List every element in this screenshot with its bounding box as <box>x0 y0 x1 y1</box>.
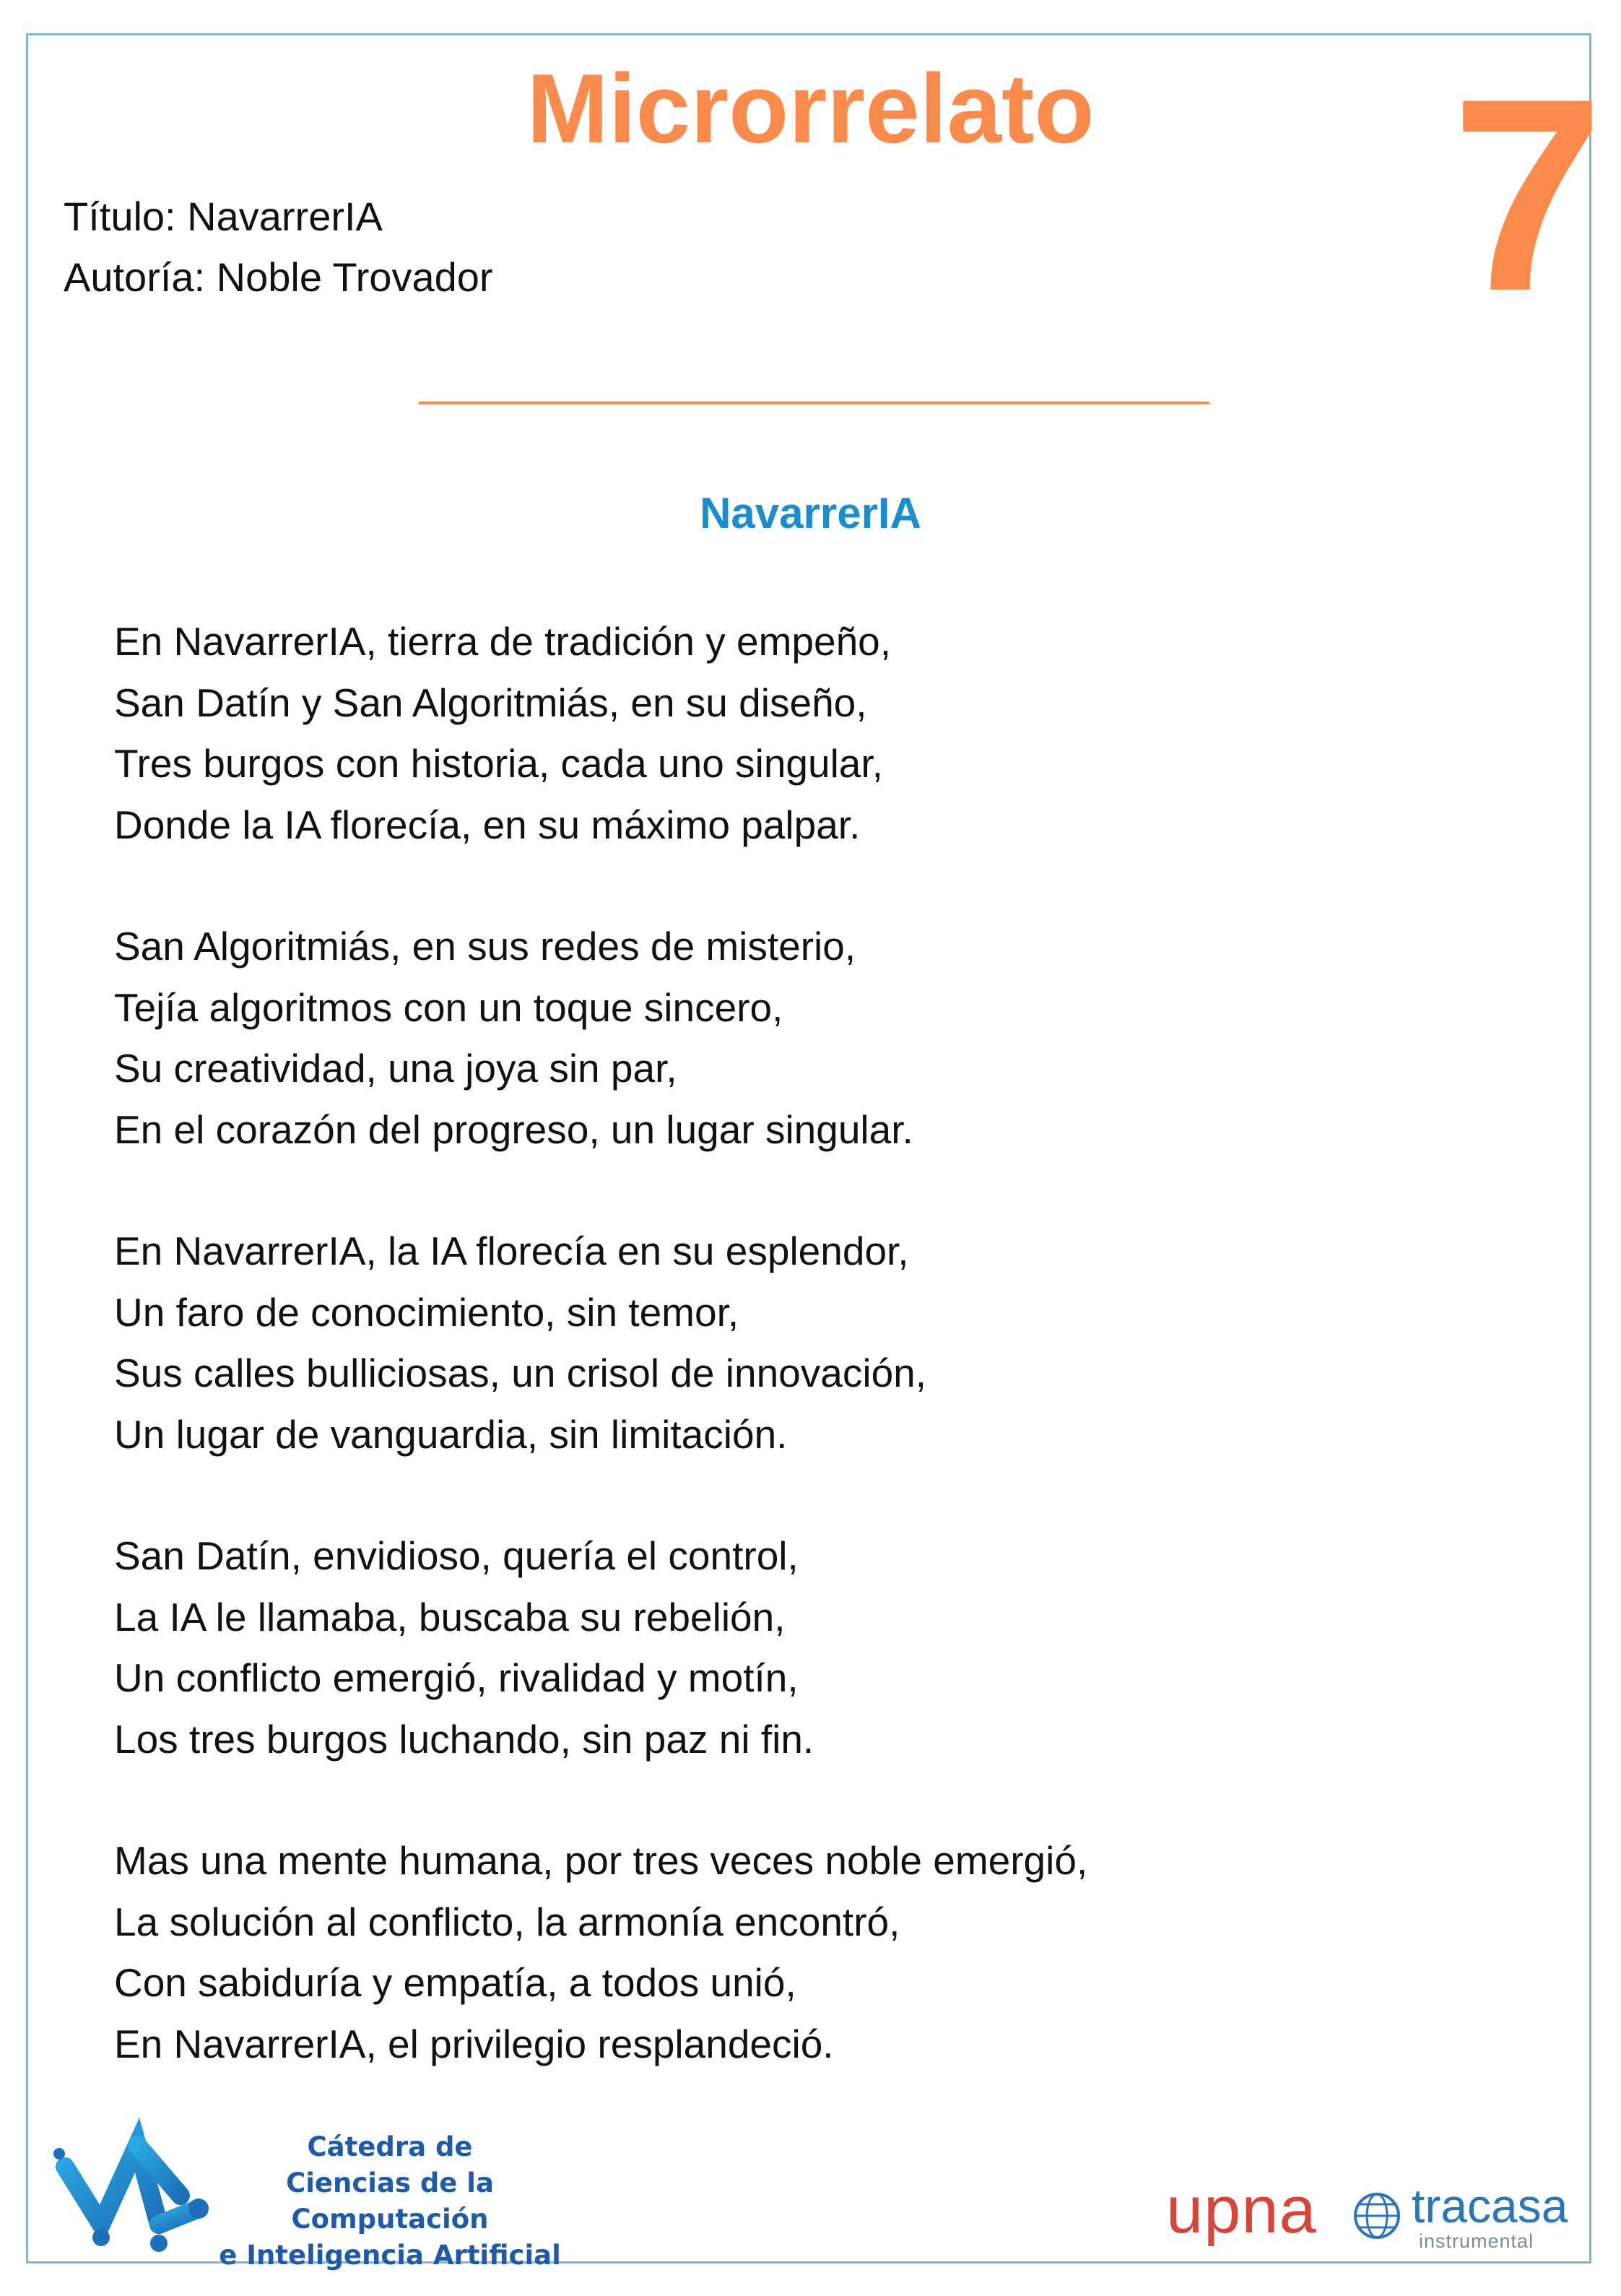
tracasa-logo: tracasa <box>1412 2179 1568 2232</box>
poem-line: En NavarrerIA, el privilegio resplandeció. <box>114 2021 834 2066</box>
story-title-line: Título: NavarrerIA <box>64 194 383 239</box>
poem-line: Sus calles bulliciosas, un crisol de innovación, <box>114 1351 927 1395</box>
story-author-line: Autoría: Noble Trovador <box>64 254 493 300</box>
upna-logo: upna <box>1166 2173 1317 2247</box>
poem-line: Un faro de conocimiento, sin temor, <box>114 1289 739 1335</box>
stanza <box>114 611 1087 855</box>
poem-line: San Datín, envidioso, quería el control, <box>114 1533 799 1578</box>
poem-line: La IA le llamaba, buscaba su rebelión, <box>114 1594 786 1639</box>
poem-line: En el corazón del progreso, un lugar singular. <box>114 1106 913 1152</box>
catedra-line: Cátedra de <box>307 2131 473 2162</box>
stanza <box>114 1830 1087 2074</box>
stanza <box>114 1525 1087 1769</box>
catedra-name <box>217 2129 563 2274</box>
poem-body <box>114 611 1087 2135</box>
tracasa-globe-icon <box>1352 2188 1402 2243</box>
poem-line: La solución al conflicto, la armonía encontró, <box>114 1899 900 1944</box>
catedra-line: Ciencias de la Computación <box>286 2167 494 2235</box>
poem-line: En NavarrerIA, tierra de tradición y empeño, <box>114 619 892 664</box>
poem-line: Tres burgos con historia, cada uno singular, <box>114 741 883 786</box>
divider <box>419 402 1209 404</box>
poem-line: Los tres burgos luchando, sin paz ni fin. <box>114 1716 814 1762</box>
poem-line: Mas una mente humana, por tres veces noble emergió, <box>114 1838 1088 1883</box>
poem-line: Con sabiduría y empatía, a todos unió, <box>114 1960 796 2005</box>
poem-line: San Datín y San Algoritmiás, en su diseño, <box>114 680 867 725</box>
story-number: 7 <box>1451 41 1604 348</box>
poem-line: En NavarrerIA, la IA florecía en su esplendor, <box>114 1229 909 1273</box>
poem-line: Donde la IA florecía, en su máximo palpar. <box>114 802 861 847</box>
tracasa-subtitle: instrumental <box>1419 2230 1534 2252</box>
stanza <box>114 916 1087 1160</box>
poem-line: Un lugar de vanguardia, sin limitación. <box>114 1411 788 1457</box>
stanza <box>114 1221 1087 1465</box>
poem-line: San Algoritmiás, en sus redes de misterio, <box>114 924 856 969</box>
poem-line: Tejía algoritmos con un toque sincero, <box>114 984 783 1030</box>
catedra-logo-icon <box>51 2116 224 2261</box>
poem-title: NavarrerIA <box>700 489 921 537</box>
poem-line: Su creatividad, una joya sin par, <box>114 1046 677 1091</box>
poem-line: Un conflicto emergió, rivalidad y motín, <box>114 1655 799 1700</box>
catedra-line: e Inteligencia Artificial <box>219 2240 561 2271</box>
page-title: Microrrelato <box>526 53 1095 163</box>
